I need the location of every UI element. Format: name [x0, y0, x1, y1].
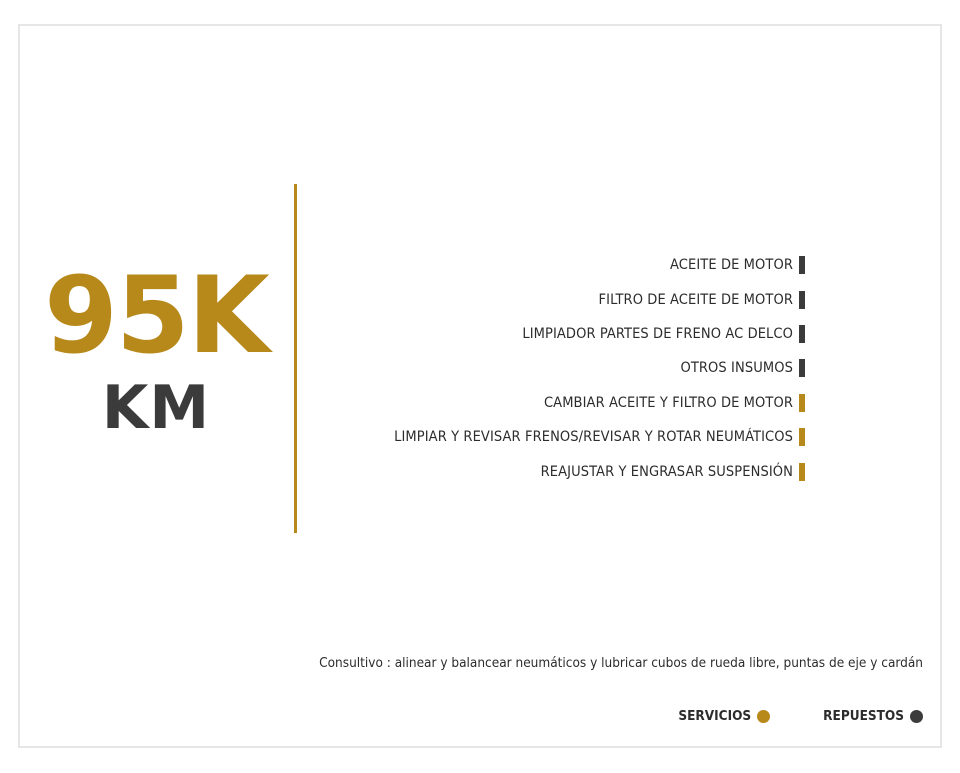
vertical-divider: [294, 184, 297, 533]
mileage-value: 95K: [44, 254, 268, 377]
legend-label: SERVICIOS: [678, 708, 752, 724]
item-category-marker: [799, 359, 805, 377]
maintenance-item-list: [394, 248, 805, 489]
legend-dot-icon: [757, 710, 770, 723]
maintenance-item-label: LIMPIADOR PARTES DE FRENO AC DELCO: [522, 325, 793, 342]
maintenance-item-label: REAJUSTAR Y ENGRASAR SUSPENSIÓN: [540, 463, 793, 480]
maintenance-item-label: LIMPIAR Y REVISAR FRENOS/REVISAR Y ROTAR NEUMÁTICOS: [394, 429, 793, 446]
maintenance-item: [394, 420, 805, 454]
item-category-marker: [799, 463, 805, 481]
legend-entry: [678, 708, 770, 724]
item-category-marker: [799, 325, 805, 343]
item-category-marker: [799, 291, 805, 309]
maintenance-item: [394, 282, 805, 316]
item-category-marker: [799, 256, 805, 274]
maintenance-item: [394, 248, 805, 282]
legend-entry: [823, 708, 923, 724]
maintenance-item-label: FILTRO DE ACEITE DE MOTOR: [598, 291, 793, 308]
mileage-unit: KM: [101, 373, 211, 443]
maintenance-item: [394, 351, 805, 385]
mileage-block: [40, 254, 272, 443]
maintenance-item-label: ACEITE DE MOTOR: [670, 257, 793, 274]
item-category-marker: [799, 428, 805, 446]
maintenance-item: [394, 317, 805, 351]
maintenance-item-label: OTROS INSUMOS: [680, 360, 793, 377]
item-category-marker: [799, 394, 805, 412]
advisory-note: Consultivo : alinear y balancear neumáticos y lubricar cubos de rueda libre, puntas de eje y cardán: [319, 655, 923, 671]
legend-dot-icon: [910, 710, 923, 723]
maintenance-item-label: CAMBIAR ACEITE Y FILTRO DE MOTOR: [543, 394, 793, 411]
legend: [678, 708, 923, 724]
maintenance-item: [394, 454, 805, 488]
legend-label: REPUESTOS: [823, 708, 904, 724]
maintenance-item: [394, 386, 805, 420]
